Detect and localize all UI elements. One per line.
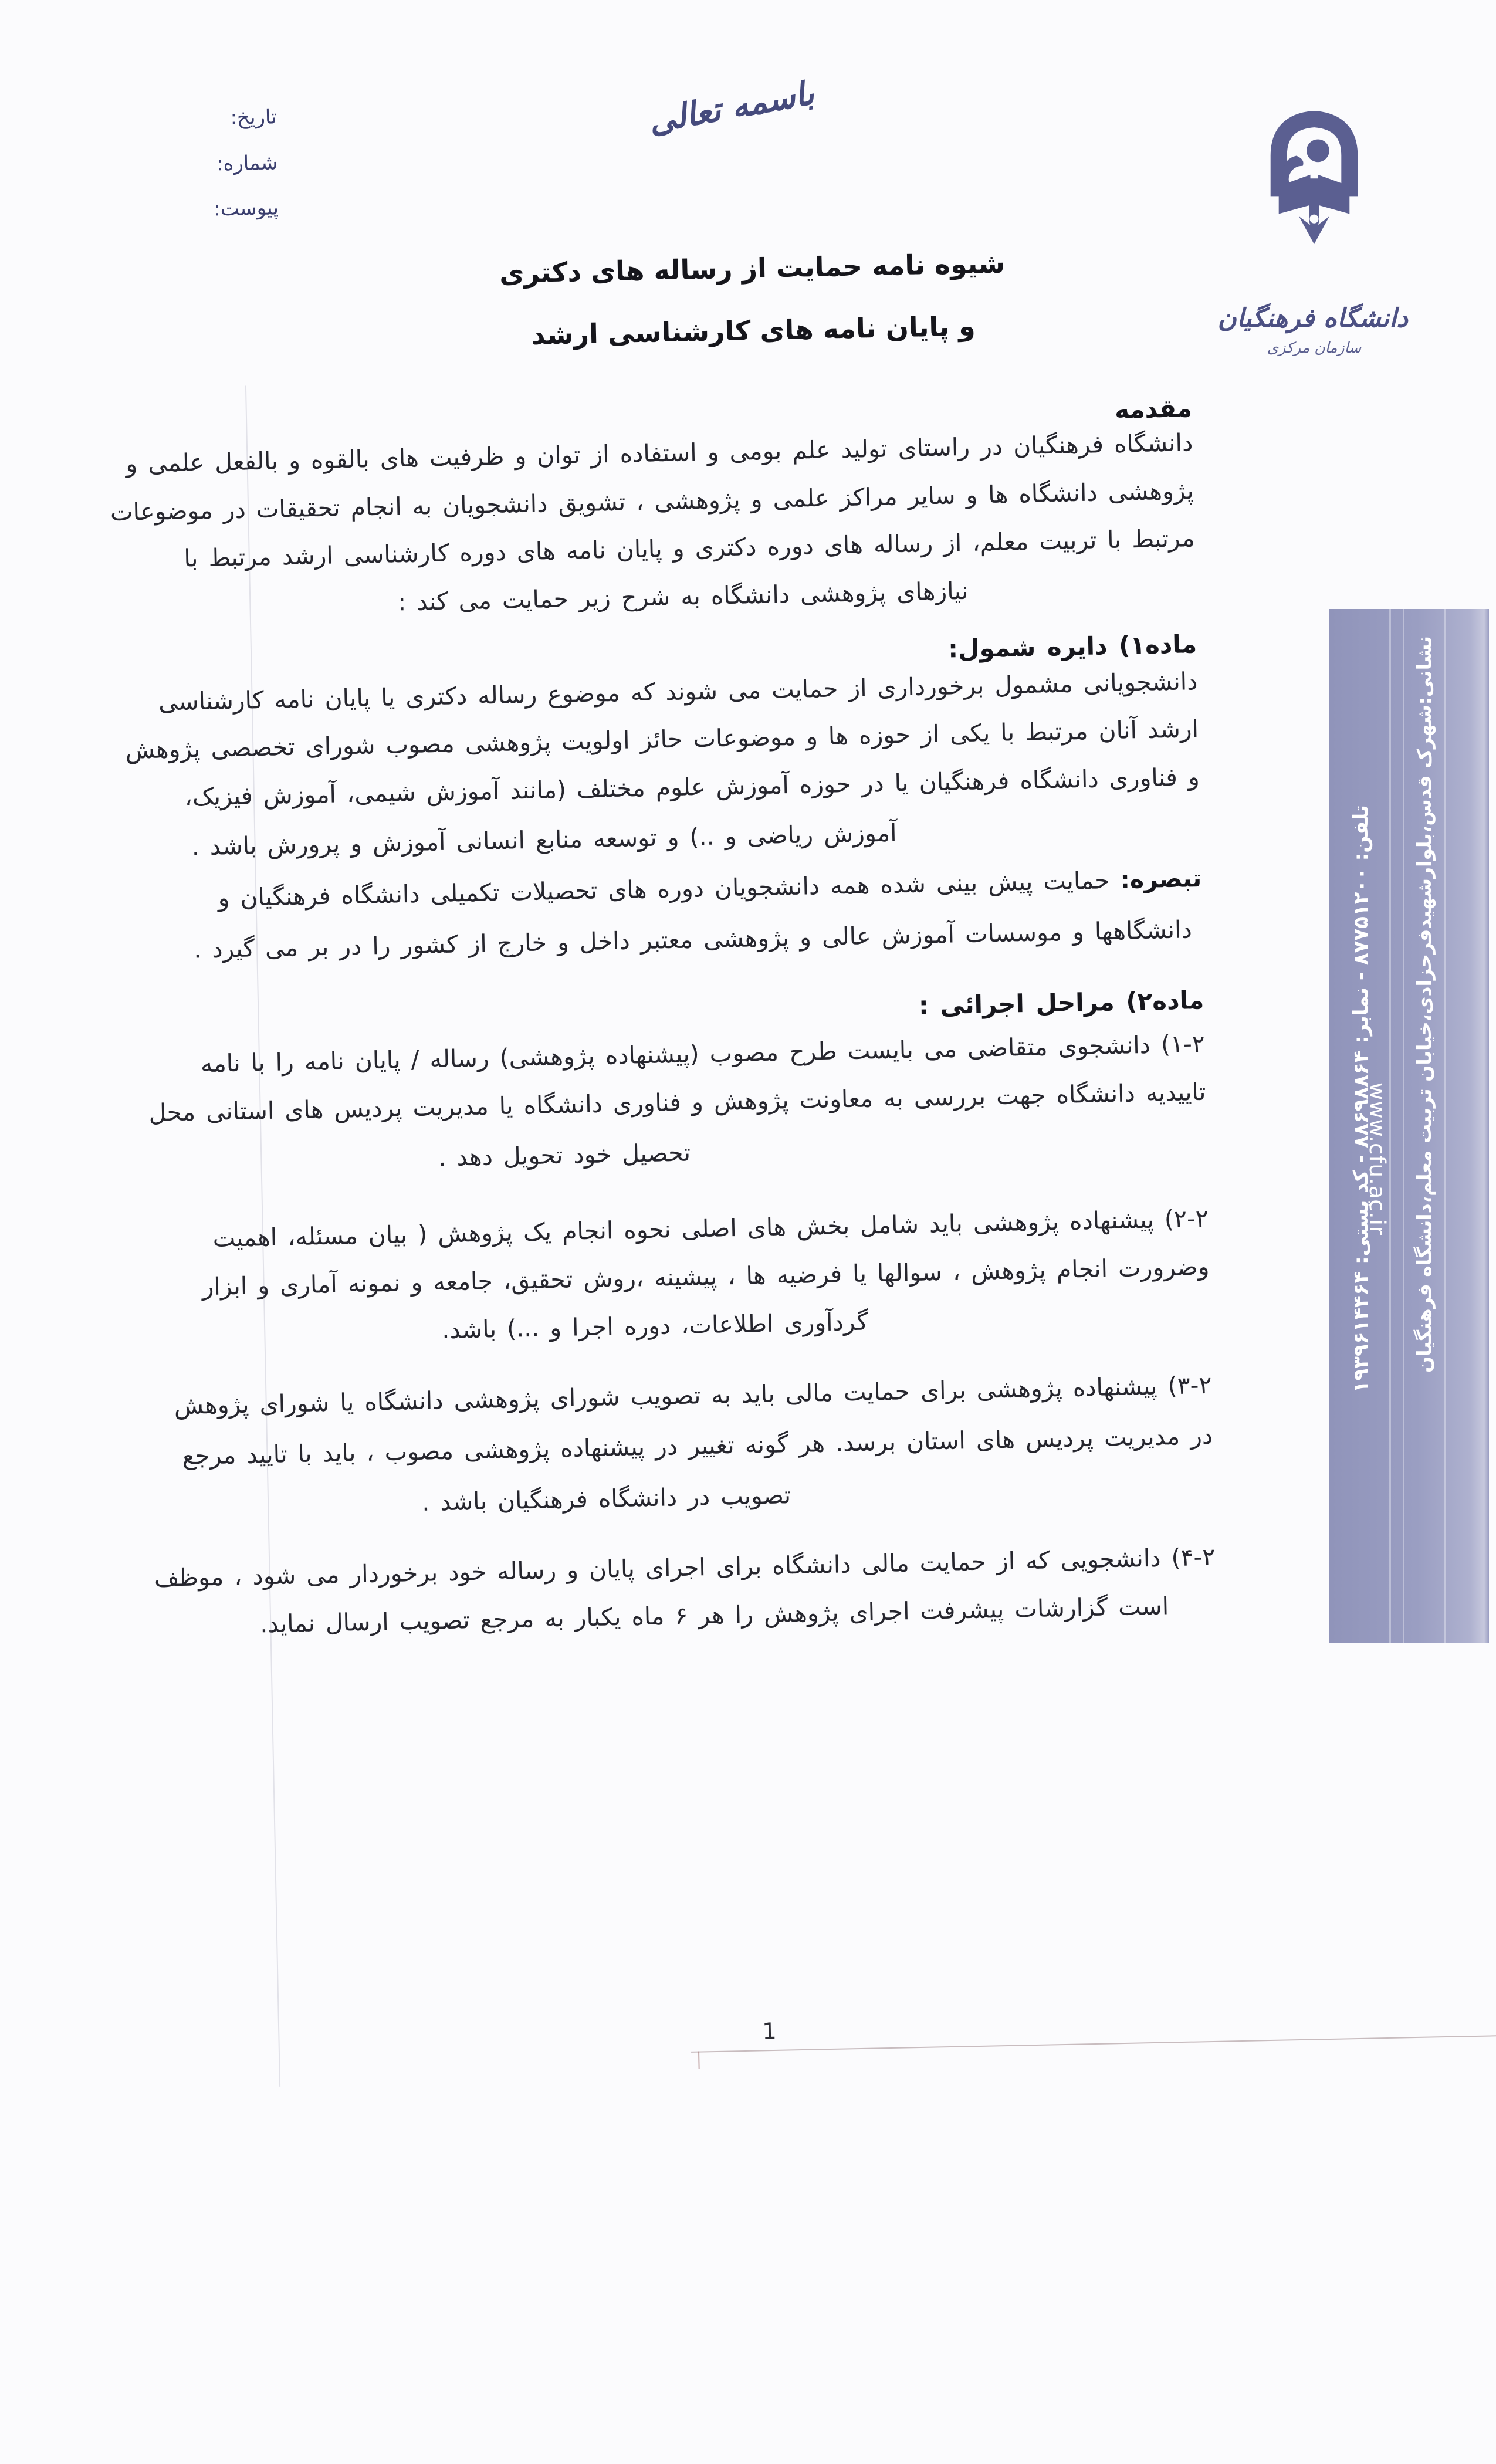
body-line: دانشجویانی مشمول برخورداری از حمایت می شوند که موضوع رساله دکتری یا پایان نامه کارشناسی	[158, 667, 1198, 716]
body-line: تاییدیه دانشگاه جهت بررسی به معاونت پژوهش و فناوری دانشگاه یا مدیریت پردیس های استانی محل	[148, 1077, 1206, 1128]
body-line: مرتبط با تربیت معلم، از رساله های دوره دکتری و پایان نامه های دوره کارشناسی ارشد مرتبط با	[184, 524, 1195, 573]
body-line: ۴-۲) دانشجویی که از حمایت مالی دانشگاه برای اجرای پایان و رساله خود برخوردار می شود ، موظف	[154, 1542, 1216, 1593]
body-line: وضرورت انجام پژوهش ، سوالها یا فرضیه ها ، پیشینه ،روش تحقیق، جامعه و نمونه آماری و ابزار	[202, 1252, 1210, 1301]
body-line: نیازهای پژوهشی دانشگاه به شرح زیر حمایت می کند :	[397, 576, 969, 617]
intro-heading: مقدمه	[1114, 394, 1193, 424]
article2-heading: ماده۲) مراحل اجرائی :	[918, 985, 1204, 1020]
attachment-label: پیوست:	[213, 196, 279, 221]
note-label: تبصره:	[1119, 864, 1202, 894]
title-line-2: و پایان نامه های کارشناسی ارشد	[531, 310, 976, 351]
body-line: ۱-۲) دانشجوی متقاضی می بایست طرح مصوب (پیشنهاده پژوهشی) رساله / پایان نامه را با نامه	[200, 1029, 1206, 1078]
website-url: www.cfu.ac.ir	[1365, 1082, 1390, 1236]
body-line: و فناوری دانشگاه فرهنگیان یا در حوزه آموزش علوم مختلف (مانند آموزش شیمی، آموزش فیزیک،	[184, 763, 1200, 811]
phone-fax-postal-text: تلفن: ۸۷۷۵۱۲۰۰ - نمابر: ۸۸۶۹۸۸۶۴ - کد پستی: ۱۹۳۹۶۱۴۴۶۴	[1349, 805, 1373, 1393]
body-line: آموزش ریاضی و ..) و توسعه منابع انسانی آموزش و پرورش باشد .	[191, 818, 897, 861]
title-line-1: شیوه نامه حمایت از رساله های دکتری	[499, 247, 1006, 289]
scan-artifact-tick	[698, 2052, 700, 2069]
body-line: ارشد آنان مرتبط با یکی از حوزه ها و موضوعات حائز اولویت پژوهشی مصوب شورای تخصصی پژوهش	[125, 715, 1199, 764]
central-organization-label: سازمان مرکزی	[1267, 339, 1362, 356]
body-line: پژوهشی دانشگاه ها و سایر مراکز علمی و پژوهشی ، تشویق دانشجویان به انجام تحقیقات در موضوعات	[110, 476, 1194, 527]
note-line	[218, 864, 1201, 912]
page-number: 1	[761, 2018, 777, 2045]
body-line: ۲-۲) پیشنهاده پژوهشی باید شامل بخش های اصلی نحوه انجام یک پژوهش ( بیان مسئله، اهمیت	[212, 1204, 1209, 1253]
basmala-calligraphy: باسمه تعالی	[645, 74, 817, 141]
body-line: در مدیریت پردیس های استان برسد. هر گونه تغییر در پیشنهاده پژوهشی مصوب ، باید با تایید مرجع	[182, 1421, 1213, 1471]
body-line: ۳-۲) پیشنهاده پژوهشی برای حمایت مالی باید به تصویب شورای پژوهشی دانشگاه یا شورای پژوهش	[174, 1370, 1212, 1420]
body-line: تحصیل خود تحویل دهد .	[438, 1138, 691, 1172]
university-name: دانشگاه فرهنگیان	[1217, 303, 1408, 333]
body-line: گردآوری اطلاعات، دوره اجرا و ...) باشد.	[441, 1307, 869, 1345]
body-line: تصویب در دانشگاه فرهنگیان باشد .	[421, 1481, 791, 1517]
body-line: دانشگاه فرهنگیان در راستای تولید علم بومی و استفاده از توان و ظرفیت های بالقوه و بالفعل علمی و	[125, 428, 1193, 478]
article1-heading: ماده۱) دایره شمول:	[947, 629, 1197, 664]
note-text: حمایت پیش بینی شده همه دانشجویان دوره های تحصیلات تکمیلی دانشگاه فرهنگیان و	[218, 865, 1121, 912]
scan-artifact-line	[691, 2035, 1496, 2053]
note-line: دانشگاهها و موسسات آموزش عالی و پژوهشی معتبر داخل و خارج از کشور را در بر می گیرد .	[193, 915, 1193, 964]
document-title	[471, 247, 1035, 352]
number-label: شماره:	[216, 151, 278, 176]
body-line: است گزارشات پیشرفت اجرای پژوهش را هر ۶ ماه یکبار به مرجع تصویب ارسال نماید.	[259, 1592, 1169, 1639]
date-label: تاریخ:	[230, 105, 277, 130]
address-text: نشانی:شهرک قدس،بلوارشهیدفرحزادی،خیابان تربیت معلم،دانشگاه فرهنگیان	[1413, 636, 1436, 1373]
